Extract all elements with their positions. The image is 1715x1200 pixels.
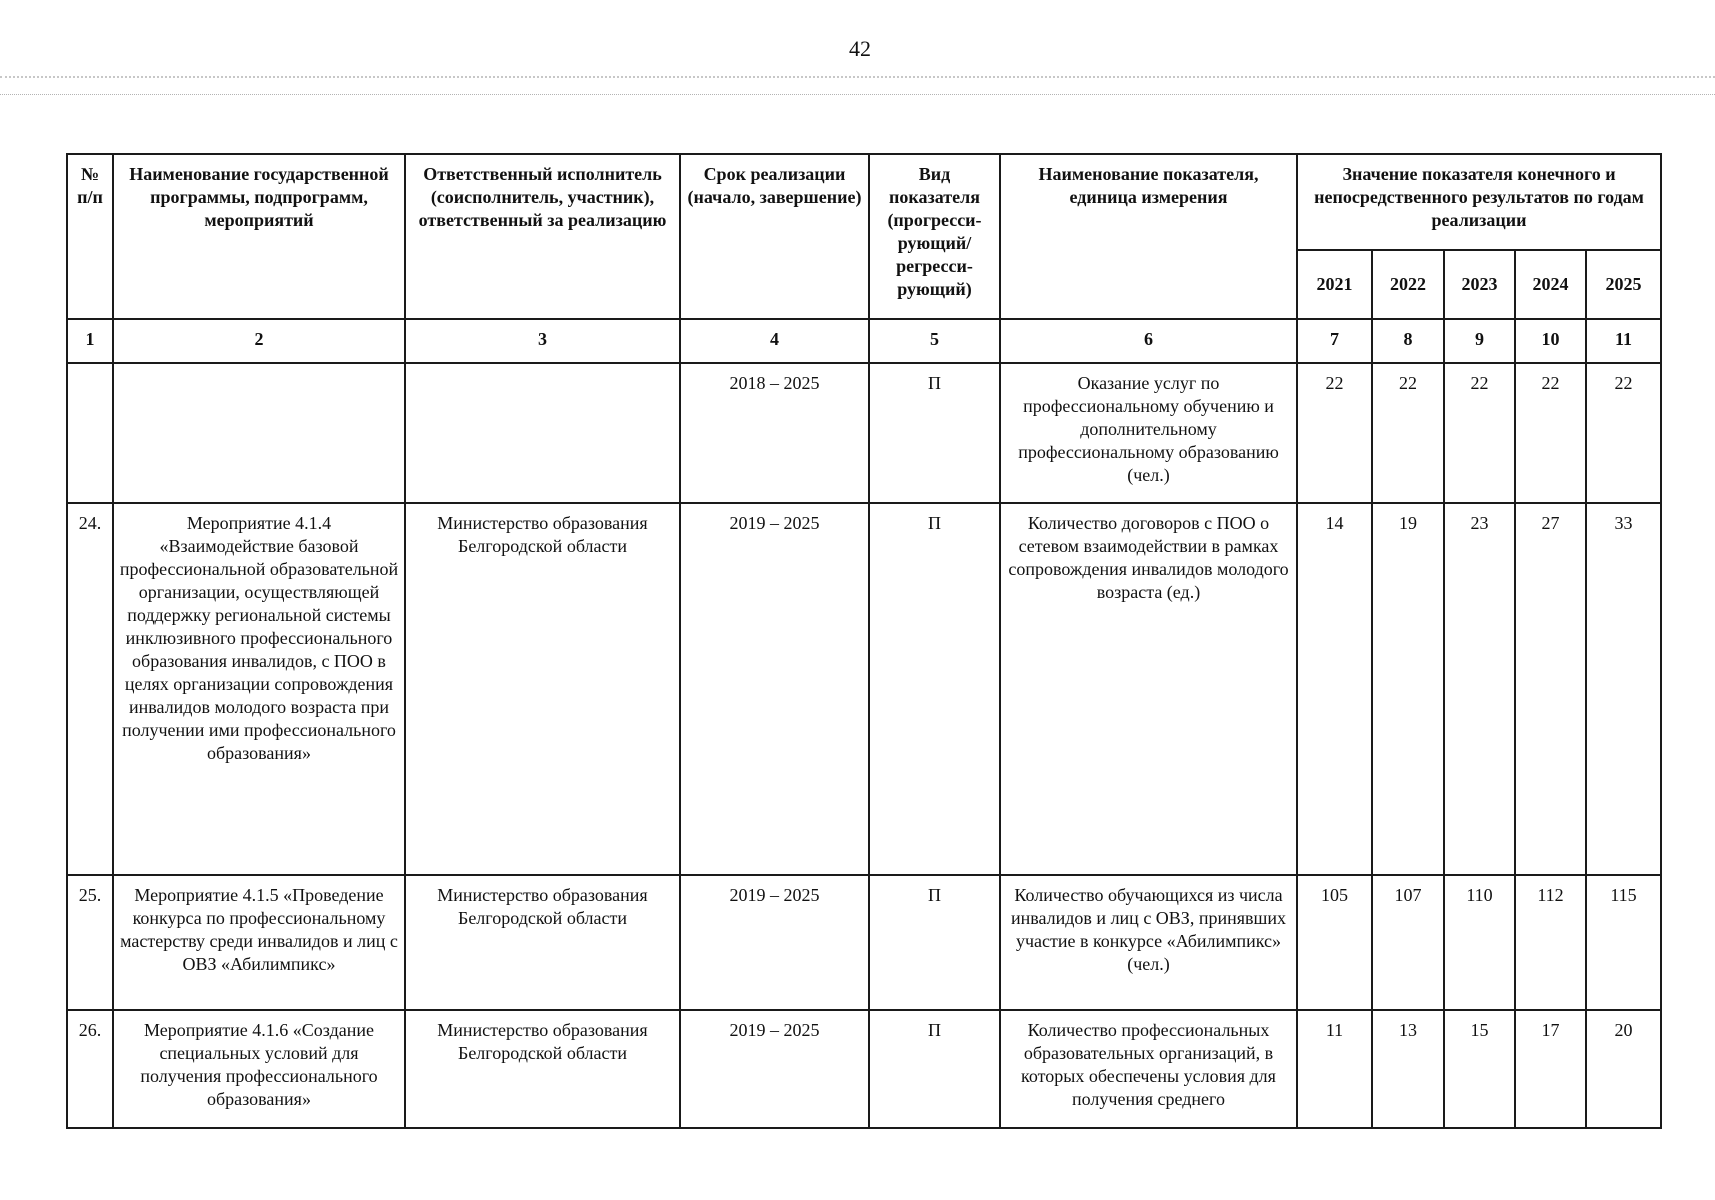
column-number: 8: [1372, 319, 1444, 363]
row-executor: Министерство образования Белгородской области: [405, 1010, 680, 1128]
column-number: 2: [113, 319, 405, 363]
row-period: 2019 – 2025: [680, 503, 869, 875]
row-period: 2018 – 2025: [680, 363, 869, 503]
header-col-executor: Ответственный исполнитель (соисполнитель, участник), ответственный за реализацию: [405, 154, 680, 319]
header-year-2025: 2025: [1586, 250, 1661, 319]
header-year-2024: 2024: [1515, 250, 1586, 319]
table-row: [67, 503, 1661, 875]
row-value-2022: 22: [1372, 363, 1444, 503]
header-col-indicator-type: Вид показателя (прогресси-рующий/ регресси-рующий): [869, 154, 1000, 319]
row-program-name: [113, 363, 405, 503]
row-value-2023: 22: [1444, 363, 1515, 503]
row-value-2024: 112: [1515, 875, 1586, 1010]
header-col-indicator-name: Наименование показателя, единица измерения: [1000, 154, 1297, 319]
row-indicator-type: П: [869, 363, 1000, 503]
column-number-row: [67, 319, 1661, 363]
row-indicator-name: Количество договоров с ПОО о сетевом взаимодействии в рамках сопровождения инвалидов молодого возраста (ед.): [1000, 503, 1297, 875]
table-row: [67, 1010, 1661, 1128]
header-year-2022: 2022: [1372, 250, 1444, 319]
column-number: 9: [1444, 319, 1515, 363]
row-program-name: Мероприятие 4.1.6 «Создание специальных условий для получения профессионального образования»: [113, 1010, 405, 1128]
row-value-2025: 33: [1586, 503, 1661, 875]
row-value-2025: 115: [1586, 875, 1661, 1010]
column-number: 3: [405, 319, 680, 363]
column-number: 7: [1297, 319, 1372, 363]
row-value-2021: 14: [1297, 503, 1372, 875]
row-indicator-name: Оказание услуг по профессиональному обучению и дополнительному профессиональному образованию (чел.): [1000, 363, 1297, 503]
row-number: 25.: [67, 875, 113, 1010]
header-year-2023: 2023: [1444, 250, 1515, 319]
program-table: [66, 153, 1662, 1129]
row-value-2023: 23: [1444, 503, 1515, 875]
row-value-2025: 20: [1586, 1010, 1661, 1128]
page-number: 42: [849, 36, 871, 61]
row-program-name: Мероприятие 4.1.5 «Проведение конкурса по профессиональному мастерству среди инвалидов и лиц с ОВЗ «Абилимпикс»: [113, 875, 405, 1010]
row-period: 2019 – 2025: [680, 1010, 869, 1128]
row-value-2022: 19: [1372, 503, 1444, 875]
table-row: [67, 875, 1661, 1010]
row-executor: Министерство образования Белгородской области: [405, 503, 680, 875]
column-number: 6: [1000, 319, 1297, 363]
column-number: 1: [67, 319, 113, 363]
column-number: 5: [869, 319, 1000, 363]
scan-artifact-line: [0, 94, 1715, 95]
table-row: [67, 363, 1661, 503]
row-number: 26.: [67, 1010, 113, 1128]
row-program-name: Мероприятие 4.1.4 «Взаимодействие базовой профессиональной образовательной организации, осуществляющей поддержку региональной системы инклюзивного профессионального образования инвалидов, с ПОО в целях организации сопровождения инвалидов молодого возраста при получении ими профессионального образования»: [113, 503, 405, 875]
header-year-2021: 2021: [1297, 250, 1372, 319]
row-executor: [405, 363, 680, 503]
header-col-period: Срок реализации (начало, завершение): [680, 154, 869, 319]
row-indicator-type: П: [869, 875, 1000, 1010]
row-value-2021: 11: [1297, 1010, 1372, 1128]
row-value-2022: 107: [1372, 875, 1444, 1010]
row-value-2025: 22: [1586, 363, 1661, 503]
column-number: 10: [1515, 319, 1586, 363]
row-value-2022: 13: [1372, 1010, 1444, 1128]
row-value-2023: 110: [1444, 875, 1515, 1010]
row-value-2024: 17: [1515, 1010, 1586, 1128]
scan-artifact-line: [0, 76, 1715, 78]
row-indicator-type: П: [869, 503, 1000, 875]
row-indicator-name: Количество профессиональных образовательных организаций, в которых обеспечены условия для получения среднего: [1000, 1010, 1297, 1128]
row-indicator-name: Количество обучающихся из числа инвалидов и лиц с ОВЗ, принявших участие в конкурсе «Абилимпикс» (чел.): [1000, 875, 1297, 1010]
header-col-number: № п/п: [67, 154, 113, 319]
row-executor: Министерство образования Белгородской области: [405, 875, 680, 1010]
header-col-program-name: Наименование государственной программы, подпрограмм, мероприятий: [113, 154, 405, 319]
column-number: 4: [680, 319, 869, 363]
column-number: 11: [1586, 319, 1661, 363]
row-value-2021: 105: [1297, 875, 1372, 1010]
row-period: 2019 – 2025: [680, 875, 869, 1010]
row-number: [67, 363, 113, 503]
row-value-2024: 22: [1515, 363, 1586, 503]
row-indicator-type: П: [869, 1010, 1000, 1128]
row-value-2024: 27: [1515, 503, 1586, 875]
header-values-group: Значение показателя конечного и непосредственного результатов по годам реализации: [1297, 154, 1661, 250]
row-number: 24.: [67, 503, 113, 875]
row-value-2023: 15: [1444, 1010, 1515, 1128]
row-value-2021: 22: [1297, 363, 1372, 503]
